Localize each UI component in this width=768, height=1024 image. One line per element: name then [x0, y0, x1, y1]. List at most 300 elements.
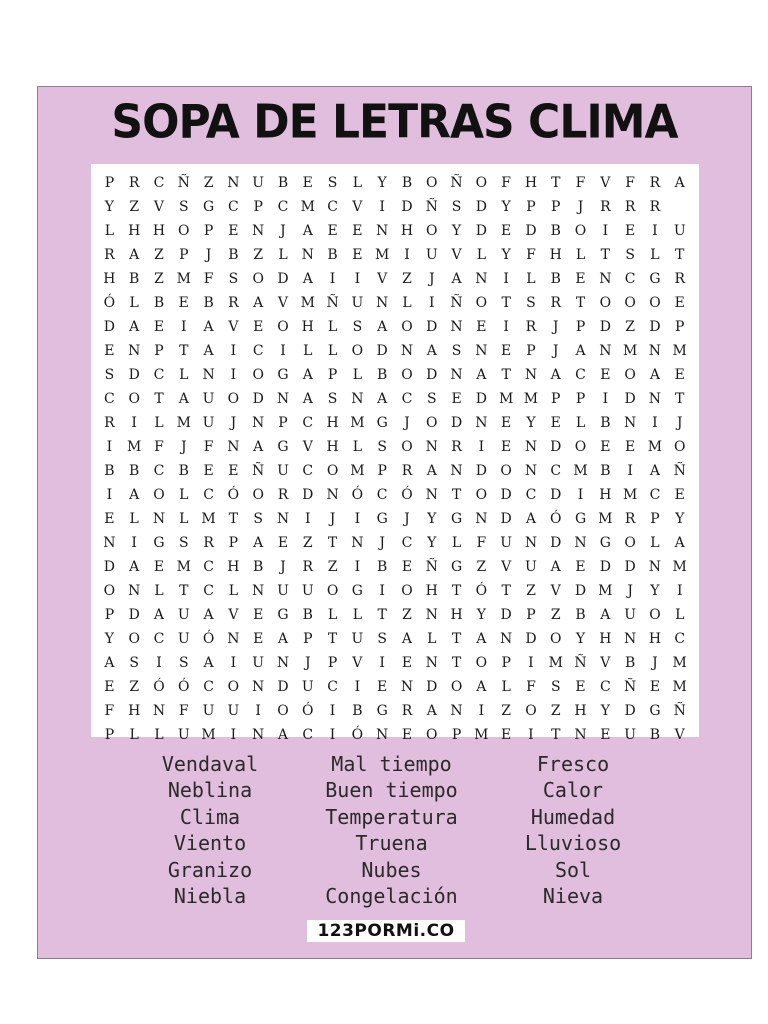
grid-letter: D	[302, 487, 314, 503]
grid-letter: A	[277, 727, 289, 743]
grid-letter: Y	[600, 703, 610, 719]
grid-letter: A	[153, 607, 165, 623]
word-list-item: Humedad	[530, 804, 616, 829]
grid-letter: Ñ	[177, 175, 190, 191]
grid-letter: J	[205, 247, 212, 263]
grid-letter: V	[228, 607, 239, 623]
grid-letter: D	[500, 487, 512, 503]
grid-letter: S	[327, 175, 338, 191]
grid-letter: H	[152, 223, 166, 239]
grid-letter: A	[253, 535, 264, 551]
grid-letter: B	[401, 175, 413, 191]
grid-letter: E	[476, 319, 487, 335]
grid-letter: A	[129, 559, 140, 575]
grid-letter: A	[277, 631, 289, 647]
grid-letter: B	[600, 415, 611, 431]
grid-letter: Ó	[103, 295, 116, 311]
grid-letter: O	[153, 487, 165, 503]
grid-letter: L	[154, 583, 164, 599]
grid-letter: Z	[129, 199, 140, 215]
grid-letter: H	[128, 703, 141, 719]
grid-letter: E	[401, 559, 413, 575]
grid-letter: N	[400, 343, 414, 359]
grid-letter: Z	[625, 319, 635, 335]
grid-letter: A	[302, 391, 313, 407]
grid-letter: I	[354, 559, 361, 575]
grid-letter: S	[451, 199, 462, 215]
grid-letter: N	[624, 415, 637, 431]
grid-letter: E	[501, 343, 512, 359]
grid-letter: R	[649, 175, 661, 191]
grid-letter: A	[674, 175, 685, 191]
grid-letter: C	[203, 559, 214, 575]
grid-letter: L	[129, 295, 139, 311]
grid-letter: L	[352, 607, 363, 623]
grid-letter: Y	[427, 511, 437, 527]
grid-letter: L	[154, 415, 164, 431]
grid-letter: O	[227, 391, 240, 407]
grid-letter: R	[203, 535, 214, 551]
grid-letter: E	[253, 319, 264, 335]
grid-letter: L	[451, 535, 462, 551]
grid-letter: H	[103, 271, 116, 287]
grid-letter: A	[203, 655, 214, 671]
word-list-item: Truena	[355, 831, 428, 856]
grid-letter: A	[426, 703, 437, 719]
grid-letter: V	[352, 655, 363, 671]
grid-letter: U	[202, 391, 215, 407]
grid-letter: L	[427, 631, 437, 647]
grid-letter: Z	[550, 607, 561, 623]
grid-letter: D	[475, 223, 487, 239]
grid-letter: C	[376, 487, 388, 503]
grid-letter: O	[649, 295, 661, 311]
grid-letter: Z	[327, 559, 338, 575]
grid-letter: N	[227, 631, 240, 647]
grid-letter: U	[227, 703, 240, 719]
grid-letter: L	[179, 511, 189, 527]
grid-letter: G	[376, 415, 388, 431]
grid-letter: E	[178, 295, 189, 311]
grid-letter: A	[178, 391, 189, 407]
grid-letter: T	[575, 295, 586, 311]
grid-letter: J	[404, 415, 410, 431]
grid-letter: O	[103, 583, 116, 599]
grid-letter: U	[351, 295, 364, 311]
grid-letter: C	[153, 367, 165, 383]
grid-letter: O	[178, 223, 190, 239]
grid-letter: D	[624, 703, 636, 719]
grid-letter: D	[550, 487, 562, 503]
grid-letter: P	[526, 607, 536, 623]
grid-letter: R	[550, 295, 562, 311]
grid-letter: E	[104, 343, 115, 359]
grid-letter: M	[176, 559, 191, 575]
grid-letter: Ó	[153, 679, 165, 695]
grid-letter: Y	[476, 607, 486, 623]
grid-letter: A	[575, 343, 586, 359]
grid-letter: C	[228, 199, 239, 215]
grid-letter: J	[428, 271, 435, 287]
grid-letter: A	[600, 607, 611, 623]
grid-letter: N	[376, 727, 389, 743]
grid-letter: J	[304, 655, 311, 671]
grid-letter: E	[451, 391, 462, 407]
grid-letter: H	[400, 223, 414, 239]
grid-letter: Z	[402, 271, 412, 287]
grid-letter: O	[401, 439, 413, 455]
grid-letter: I	[404, 247, 410, 263]
grid-letter: U	[673, 223, 686, 239]
grid-letter: E	[153, 319, 165, 335]
grid-letter: M	[350, 415, 365, 431]
grid-letter: J	[577, 199, 584, 215]
grid-letter: G	[649, 271, 661, 287]
grid-letter: R	[624, 511, 636, 527]
grid-letter: H	[326, 415, 339, 431]
grid-letter: I	[577, 487, 584, 503]
grid-letter: V	[550, 583, 561, 599]
grid-letter: R	[277, 487, 289, 503]
grid-letter: N	[425, 439, 438, 455]
grid-letter: I	[379, 199, 385, 215]
grid-letter: C	[599, 679, 611, 695]
grid-letter: L	[154, 727, 164, 743]
grid-letter: Ñ	[624, 679, 637, 695]
grid-letter: L	[675, 607, 685, 623]
grid-letter: G	[599, 535, 611, 551]
grid-letter: O	[326, 583, 339, 599]
grid-letter: L	[129, 511, 139, 527]
grid-letter: O	[426, 727, 438, 743]
grid-letter: U	[351, 631, 364, 647]
grid-letter: P	[501, 655, 511, 671]
grid-letter: G	[450, 559, 463, 575]
grid-letter: V	[352, 199, 363, 215]
grid-letter: U	[301, 679, 314, 695]
grid-letter: N	[524, 463, 538, 479]
grid-letter: T	[451, 583, 462, 599]
grid-letter: N	[252, 727, 265, 743]
grid-letter: M	[672, 679, 687, 695]
grid-letter: L	[179, 367, 189, 383]
grid-letter: M	[622, 487, 638, 503]
grid-letter: J	[552, 343, 559, 359]
grid-letter: A	[649, 463, 660, 479]
grid-letter: T	[501, 583, 511, 599]
grid-letter: A	[302, 223, 313, 239]
grid-letter: L	[526, 271, 536, 287]
grid-letter: Y	[451, 223, 462, 239]
grid-letter: Ñ	[252, 463, 265, 479]
grid-letter: E	[674, 487, 685, 503]
grid-letter: A	[203, 607, 214, 623]
grid-letter: D	[128, 367, 140, 383]
grid-letter: C	[153, 463, 165, 479]
grid-letter: U	[252, 175, 265, 191]
grid-letter: C	[203, 679, 214, 695]
grid-letter: R	[600, 199, 611, 215]
grid-letter: L	[327, 319, 338, 335]
grid-letter: O	[550, 631, 562, 647]
grid-letter: I	[354, 679, 361, 695]
grid-letter: H	[326, 439, 339, 455]
grid-letter: A	[302, 271, 313, 287]
grid-letter: N	[202, 367, 215, 383]
grid-letter: E	[501, 439, 512, 455]
grid-letter: M	[374, 247, 390, 263]
grid-letter: T	[551, 727, 561, 743]
grid-letter: O	[574, 223, 587, 239]
grid-letter: L	[402, 295, 412, 311]
grid-letter: S	[178, 199, 189, 215]
grid-letter: O	[401, 583, 413, 599]
grid-letter: A	[129, 319, 140, 335]
grid-letter: R	[401, 703, 413, 719]
grid-letter: P	[253, 199, 263, 215]
grid-letter: L	[650, 535, 660, 551]
grid-letter: U	[301, 583, 314, 599]
grid-letter: A	[129, 487, 140, 503]
grid-letter: B	[129, 463, 140, 479]
grid-letter: J	[180, 439, 187, 455]
grid-letter: O	[252, 487, 264, 503]
grid-letter: O	[326, 463, 339, 479]
grid-letter: C	[203, 583, 214, 599]
grid-letter: P	[551, 391, 561, 407]
grid-letter: I	[329, 271, 336, 287]
grid-letter: P	[278, 415, 288, 431]
grid-letter: I	[329, 727, 336, 743]
grid-letter: O	[277, 703, 289, 719]
grid-letter: C	[302, 463, 314, 479]
grid-letter: D	[649, 319, 661, 335]
grid-letter: A	[253, 295, 264, 311]
grid-letter: R	[674, 271, 685, 287]
grid-letter: Ñ	[425, 559, 438, 575]
grid-letter: N	[450, 319, 463, 335]
grid-letter: I	[428, 295, 435, 311]
grid-letter: I	[305, 511, 311, 527]
grid-letter: D	[599, 559, 611, 575]
grid-letter: M	[474, 727, 489, 743]
grid-letter: I	[652, 223, 658, 239]
grid-letter: D	[277, 271, 289, 287]
grid-letter: C	[624, 271, 636, 287]
grid-letter: L	[179, 487, 189, 503]
grid-letter: S	[129, 655, 139, 671]
grid-letter: M	[201, 727, 216, 743]
grid-letter: P	[675, 319, 685, 335]
grid-letter: L	[327, 607, 338, 623]
grid-letter: J	[280, 559, 286, 575]
grid-letter: I	[379, 583, 385, 599]
grid-letter: L	[352, 367, 363, 383]
grid-letter: A	[550, 559, 561, 575]
word-list-item: Congelación	[325, 884, 458, 909]
grid-letter: C	[153, 631, 165, 647]
grid-letter: E	[302, 175, 313, 191]
grid-letter: I	[255, 703, 261, 719]
grid-letter: S	[327, 391, 338, 407]
grid-letter: V	[451, 247, 462, 263]
grid-letter: O	[227, 679, 240, 695]
grid-letter: Ñ	[574, 655, 587, 671]
grid-letter: I	[528, 727, 534, 743]
grid-letter: E	[625, 439, 636, 455]
grid-letter: T	[377, 607, 387, 623]
grid-letter: N	[425, 655, 438, 671]
grid-letter: B	[352, 703, 363, 719]
grid-letter: N	[450, 463, 463, 479]
grid-letter: B	[228, 247, 239, 263]
grid-letter: N	[475, 511, 488, 527]
word-list	[38, 751, 751, 909]
word-list-item: Temperatura	[325, 804, 458, 829]
grid-letter: P	[327, 655, 338, 671]
grid-letter: E	[575, 559, 586, 575]
grid-letter: C	[674, 631, 686, 647]
grid-letter: C	[327, 199, 338, 215]
grid-letter: C	[550, 463, 562, 479]
grid-letter: O	[624, 367, 636, 383]
grid-letter: D	[500, 607, 512, 623]
grid-letter: D	[475, 391, 487, 407]
grid-letter: Y	[675, 511, 685, 527]
grid-letter: N	[475, 271, 488, 287]
grid-letter: B	[104, 463, 115, 479]
grid-letter: A	[649, 367, 660, 383]
grid-letter: O	[351, 343, 364, 359]
grid-letter: I	[503, 319, 509, 335]
grid-letter: A	[377, 319, 388, 335]
grid-letter: N	[152, 511, 166, 527]
grid-letter: P	[303, 631, 313, 647]
grid-letter: F	[203, 271, 214, 287]
grid-letter: N	[425, 607, 438, 623]
grid-letter: A	[426, 343, 437, 359]
grid-letter: H	[227, 559, 240, 575]
grid-letter: Y	[104, 631, 115, 647]
word-search-grid	[97, 171, 693, 747]
grid-letter: A	[525, 511, 536, 527]
grid-letter: F	[625, 175, 635, 191]
grid-letter: P	[327, 367, 338, 383]
grid-letter: P	[104, 175, 115, 191]
grid-letter: S	[228, 271, 239, 287]
grid-letter: I	[602, 391, 609, 407]
grid-letter: M	[573, 463, 588, 479]
grid-letter: B	[624, 655, 636, 671]
grid-letter: R	[228, 295, 239, 311]
grid-letter: G	[376, 703, 388, 719]
grid-letter: M	[176, 415, 191, 431]
grid-letter: D	[475, 199, 487, 215]
grid-letter: V	[600, 175, 611, 191]
grid-letter: F	[575, 175, 586, 191]
grid-letter: H	[524, 175, 538, 191]
grid-letter: T	[327, 631, 338, 647]
grid-letter: J	[329, 511, 336, 527]
grid-letter: R	[451, 439, 462, 455]
grid-letter: L	[104, 223, 115, 239]
grid-letter: F	[178, 703, 189, 719]
grid-letter: F	[501, 175, 511, 191]
grid-letter: Z	[402, 607, 412, 623]
grid-letter: Ñ	[673, 463, 686, 479]
grid-letter: P	[526, 199, 536, 215]
grid-letter: A	[302, 367, 313, 383]
grid-letter: N	[252, 415, 265, 431]
word-list-item: Fresco	[536, 752, 610, 776]
grid-letter: I	[478, 703, 485, 719]
grid-letter: D	[624, 559, 636, 575]
grid-letter: A	[203, 319, 214, 335]
grid-letter: R	[401, 463, 413, 479]
grid-letter: V	[277, 295, 289, 311]
grid-letter: U	[525, 559, 537, 575]
grid-letter: N	[152, 703, 166, 719]
grid-letter: M	[647, 439, 663, 455]
grid-letter: N	[574, 727, 587, 743]
grid-letter: O	[649, 607, 661, 623]
grid-letter: I	[230, 367, 237, 383]
grid-letter: D	[426, 319, 438, 335]
grid-letter: O	[475, 295, 488, 311]
grid-letter: Z	[154, 247, 164, 263]
grid-letter: I	[652, 415, 658, 431]
grid-letter: N	[400, 679, 414, 695]
grid-letter: P	[551, 199, 561, 215]
grid-letter: Ó	[351, 727, 364, 743]
grid-letter: C	[203, 487, 214, 503]
grid-letter: L	[129, 727, 139, 743]
grid-letter: I	[156, 655, 162, 671]
grid-letter: S	[377, 631, 387, 647]
grid-letter: Ó	[227, 487, 240, 503]
grid-letter: N	[128, 583, 141, 599]
grid-letter: A	[476, 679, 487, 695]
grid-letter: T	[179, 343, 189, 359]
grid-letter: J	[652, 655, 658, 671]
grid-letter: B	[550, 271, 561, 287]
grid-letter: D	[103, 559, 116, 575]
grid-letter: O	[624, 295, 636, 311]
grid-letter: E	[228, 223, 239, 239]
grid-letter: C	[153, 175, 165, 191]
grid-letter: Z	[476, 559, 487, 575]
grid-letter: G	[277, 367, 289, 383]
grid-letter: D	[525, 631, 537, 647]
grid-letter: A	[401, 631, 413, 647]
grid-letter: M	[127, 439, 142, 455]
grid-letter: E	[104, 511, 115, 527]
grid-letter: E	[550, 415, 561, 431]
grid-letter: I	[503, 271, 509, 287]
grid-letter: P	[575, 319, 586, 335]
grid-letter: E	[674, 367, 685, 383]
grid-letter: G	[450, 511, 463, 527]
grid-letter: C	[575, 367, 586, 383]
grid-letter: V	[600, 655, 611, 671]
grid-letter: B	[277, 175, 289, 191]
grid-letter: H	[574, 703, 587, 719]
grid-letter: B	[377, 367, 388, 383]
grid-letter: T	[675, 247, 685, 263]
grid-letter: J	[230, 415, 237, 431]
grid-letter: U	[277, 463, 289, 479]
grid-letter: S	[104, 367, 115, 383]
